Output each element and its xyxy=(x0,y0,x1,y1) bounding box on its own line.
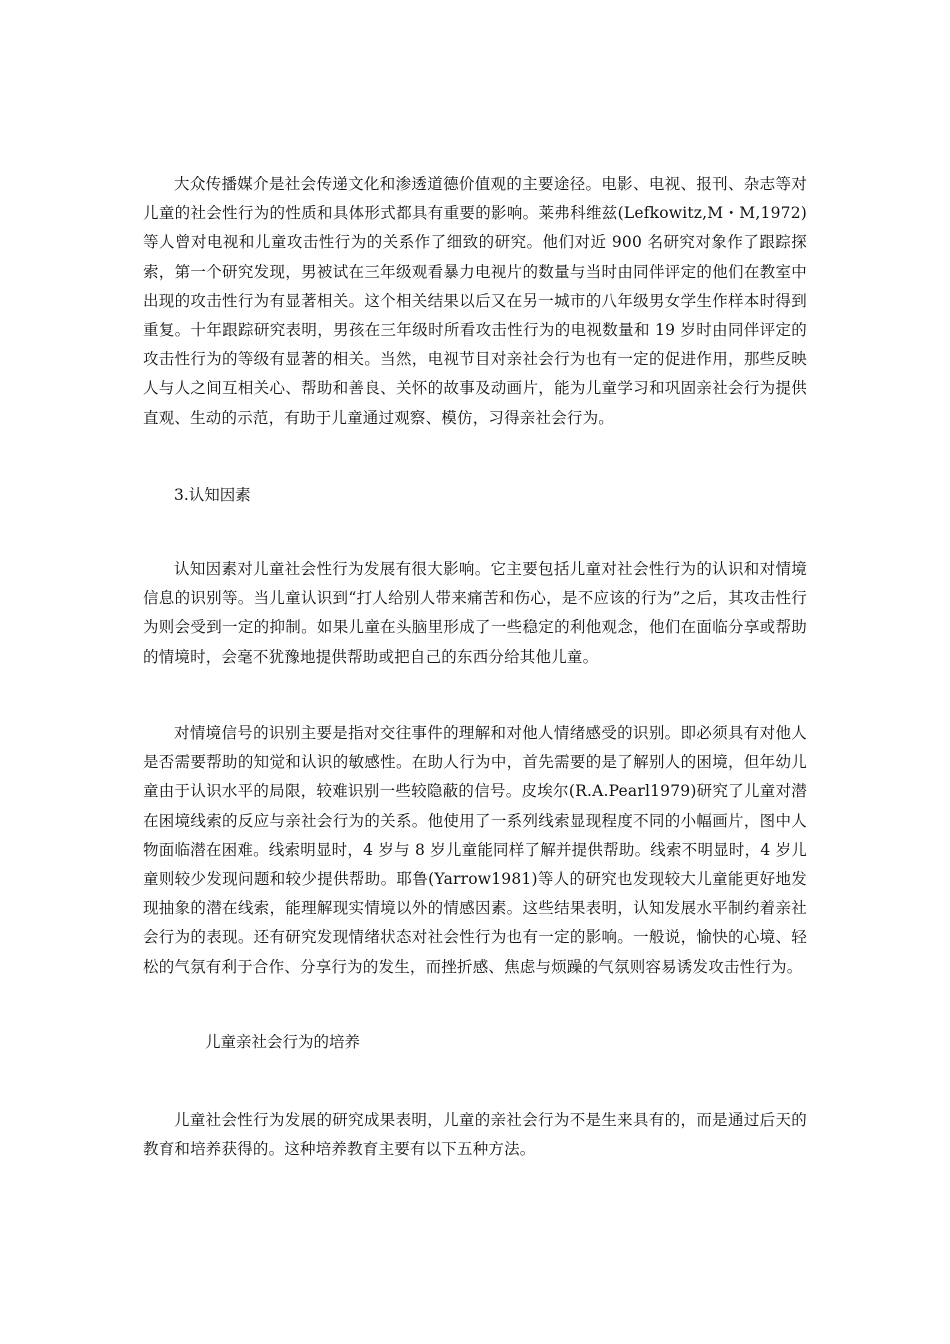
paragraph-situation-signals: 对情境信号的识别主要是指对交往事件的理解和对他人情绪感受的识别。即必须具有对他人是否需要帮助的知觉和认识的敏感性。在助人行为中，首先需要的是了解别人的困境，但年幼儿童由于认识水平的局限，较难识别一些较隐蔽的信号。皮埃尔(R.A.Pearl1979)研究了儿童对潜在困境线索的反应与亲社会行为的关系。他使用了一系列线索显现程度不同的小幅画片，图中人物面临潜在困难。线索明显时，4 岁与 8 岁儿童能同样了解并提供帮助。线索不明显时，4 岁儿童则较少发现问题和较少提供帮助。耶鲁(Yarrow1981)等人的研究也发现较大儿童能更好地发现抽象的潜在线索，能理解现实情境以外的情感因素。这些结果表明，认知发展水平制约着亲社会行为的表现。还有研究发现情绪状态对社会性行为也有一定的影响。一般说，愉快的心境、轻松的气氛有利于合作、分享行为的发生，而挫折感、焦虑与烦躁的气氛则容易诱发攻击性行为。 xyxy=(143,724,807,976)
section-heading-prosocial-cultivation: 儿童亲社会行为的培养 xyxy=(205,1033,361,1051)
section-heading-cognitive-factors: 3.认知因素 xyxy=(174,486,251,504)
paragraph-cognitive-factors: 认知因素对儿童社会性行为发展有很大影响。它主要包括儿童对社会性行为的认识和对情境信息的识别等。当儿童认识到“打人给别人带来痛苦和伤心，是不应该的行为”之后，其攻击性行为则会受到一定的抑制。如果儿童在头脑里形成了一些稳定的利他观念，他们在面临分享或帮助的情境时，会毫不犹豫地提供帮助或把自己的东西分给其他儿童。 xyxy=(143,560,807,666)
paragraph-mass-media: 大众传播媒介是社会传递文化和渗透道德价值观的主要途径。电影、电视、报刊、杂志等对儿童的社会性行为的性质和具体形式都具有重要的影响。莱弗科维兹(Lefkowitz,M・M,1972)等人曾对电视和儿童攻击性行为的关系作了细致的研究。他们对近 900 名研究对象作了跟踪探索，第一个研究发现，男被试在三年级观看暴力电视片的数量与当时由同伴评定的他们在教室中出现的攻击性行为有显著相关。这个相关结果以后又在另一城市的八年级男女学生作样本时得到重复。十年跟踪研究表明，男孩在三年级时所看攻击性行为的电视数量和 19 岁时由同伴评定的攻击性行为的等级有显著的相关。当然，电视节目对亲社会行为也有一定的促进作用，那些反映人与人之间互相关心、帮助和善良、关怀的故事及动画片，能为儿童学习和巩固亲社会行为提供直观、生动的示范，有助于儿童通过观察、模仿，习得亲社会行为。 xyxy=(143,175,807,427)
paragraph-cultivation-methods: 儿童社会性行为发展的研究成果表明，儿童的亲社会行为不是生来具有的，而是通过后天的教育和培养获得的。这种培养教育主要有以下五种方法。 xyxy=(143,1111,807,1159)
